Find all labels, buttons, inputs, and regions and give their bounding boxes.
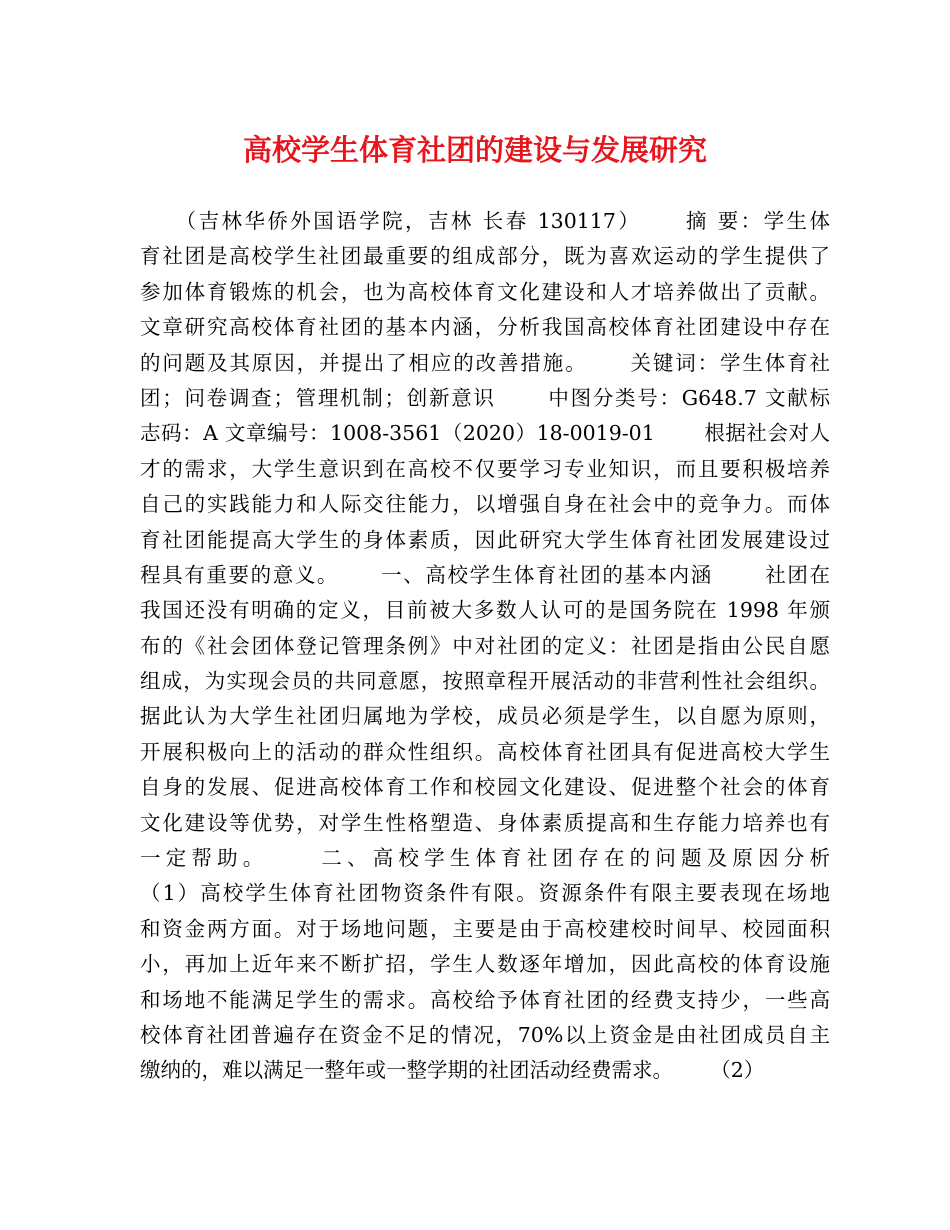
body-line: 校体育社团普遍存在资金不足的情况，70%以上资金是由社团成员自主 (140, 1022, 830, 1047)
body-line: （1）高校学生体育社团物资条件有限。资源条件有限主要表现在场地 (140, 881, 830, 906)
body-line: 开展积极向上的活动的群众性组织。高校体育社团具有促进高校大学生 (140, 739, 830, 764)
document-title: 高校学生体育社团的建设与发展研究 (242, 133, 707, 167)
body-line: 程具有重要的意义。 一、高校学生体育社团的基本内涵 社团在 (140, 562, 830, 587)
article-body (140, 204, 830, 1089)
body-line: 育社团能提高大学生的身体素质，因此研究大学生体育社团发展建设过 (140, 527, 830, 552)
body-line: 参加体育锻炼的机会，也为高校体育文化建设和人才培养做出了贡献。 (140, 279, 830, 304)
body-line: 自己的实践能力和人际交往能力，以增强自身在社会中的竞争力。而体 (140, 492, 830, 517)
body-line: 和资金两方面。对于场地问题，主要是由于高校建校时间早、校园面积 (140, 916, 830, 941)
body-line: 的问题及其原因，并提出了相应的改善措施。 关键词：学生体育社 (140, 350, 830, 375)
body-line: 才的需求，大学生意识到在高校不仅要学习专业知识，而且要积极培养 (140, 456, 830, 481)
body-line: 组成，为实现会员的共同意愿，按照章程开展活动的非营利性社会组织。 (140, 669, 830, 694)
body-line: 文章研究高校体育社团的基本内涵，分析我国高校体育社团建设中存在 (140, 315, 830, 340)
body-line: 自身的发展、促进高校体育工作和校园文化建设、促进整个社会的体育 (140, 775, 830, 800)
body-line: 一定帮助。 二、高校学生体育社团存在的问题及原因分析 (140, 846, 830, 871)
body-line: 我国还没有明确的定义，目前被大多数人认可的是国务院在 1998 年颁 (140, 598, 830, 623)
body-line: 和场地不能满足学生的需求。高校给予体育社团的经费支持少，一些高 (140, 987, 830, 1012)
body-line: 文化建设等优势，对学生性格塑造、身体素质提高和生存能力培养也有 (140, 810, 830, 835)
body-line: 据此认为大学生社团归属地为学校，成员必须是学生，以自愿为原则， (140, 704, 830, 729)
body-line: （吉林华侨外国语学院，吉林 长春 130117） 摘 要：学生体 (140, 209, 830, 233)
body-line: 志码：A 文章编号：1008-3561（2020）18-0019-01 根据社会对人 (140, 421, 830, 446)
body-line: 育社团是高校学生社团最重要的组成部分，既为喜欢运动的学生提供了 (140, 244, 830, 269)
body-line: 布的《社会团体登记管理条例》中对社团的定义：社团是指由公民自愿 (140, 633, 830, 658)
body-line: 团；问卷调查；管理机制；创新意识 中图分类号：G648.7 文献标 (140, 385, 830, 410)
body-line: 缴纳的，难以满足一整年或一整学期的社团活动经费需求。 （2） (140, 1058, 765, 1083)
body-line: 小，再加上近年来不断扩招，学生人数逐年增加，因此高校的体育设施 (140, 952, 830, 977)
